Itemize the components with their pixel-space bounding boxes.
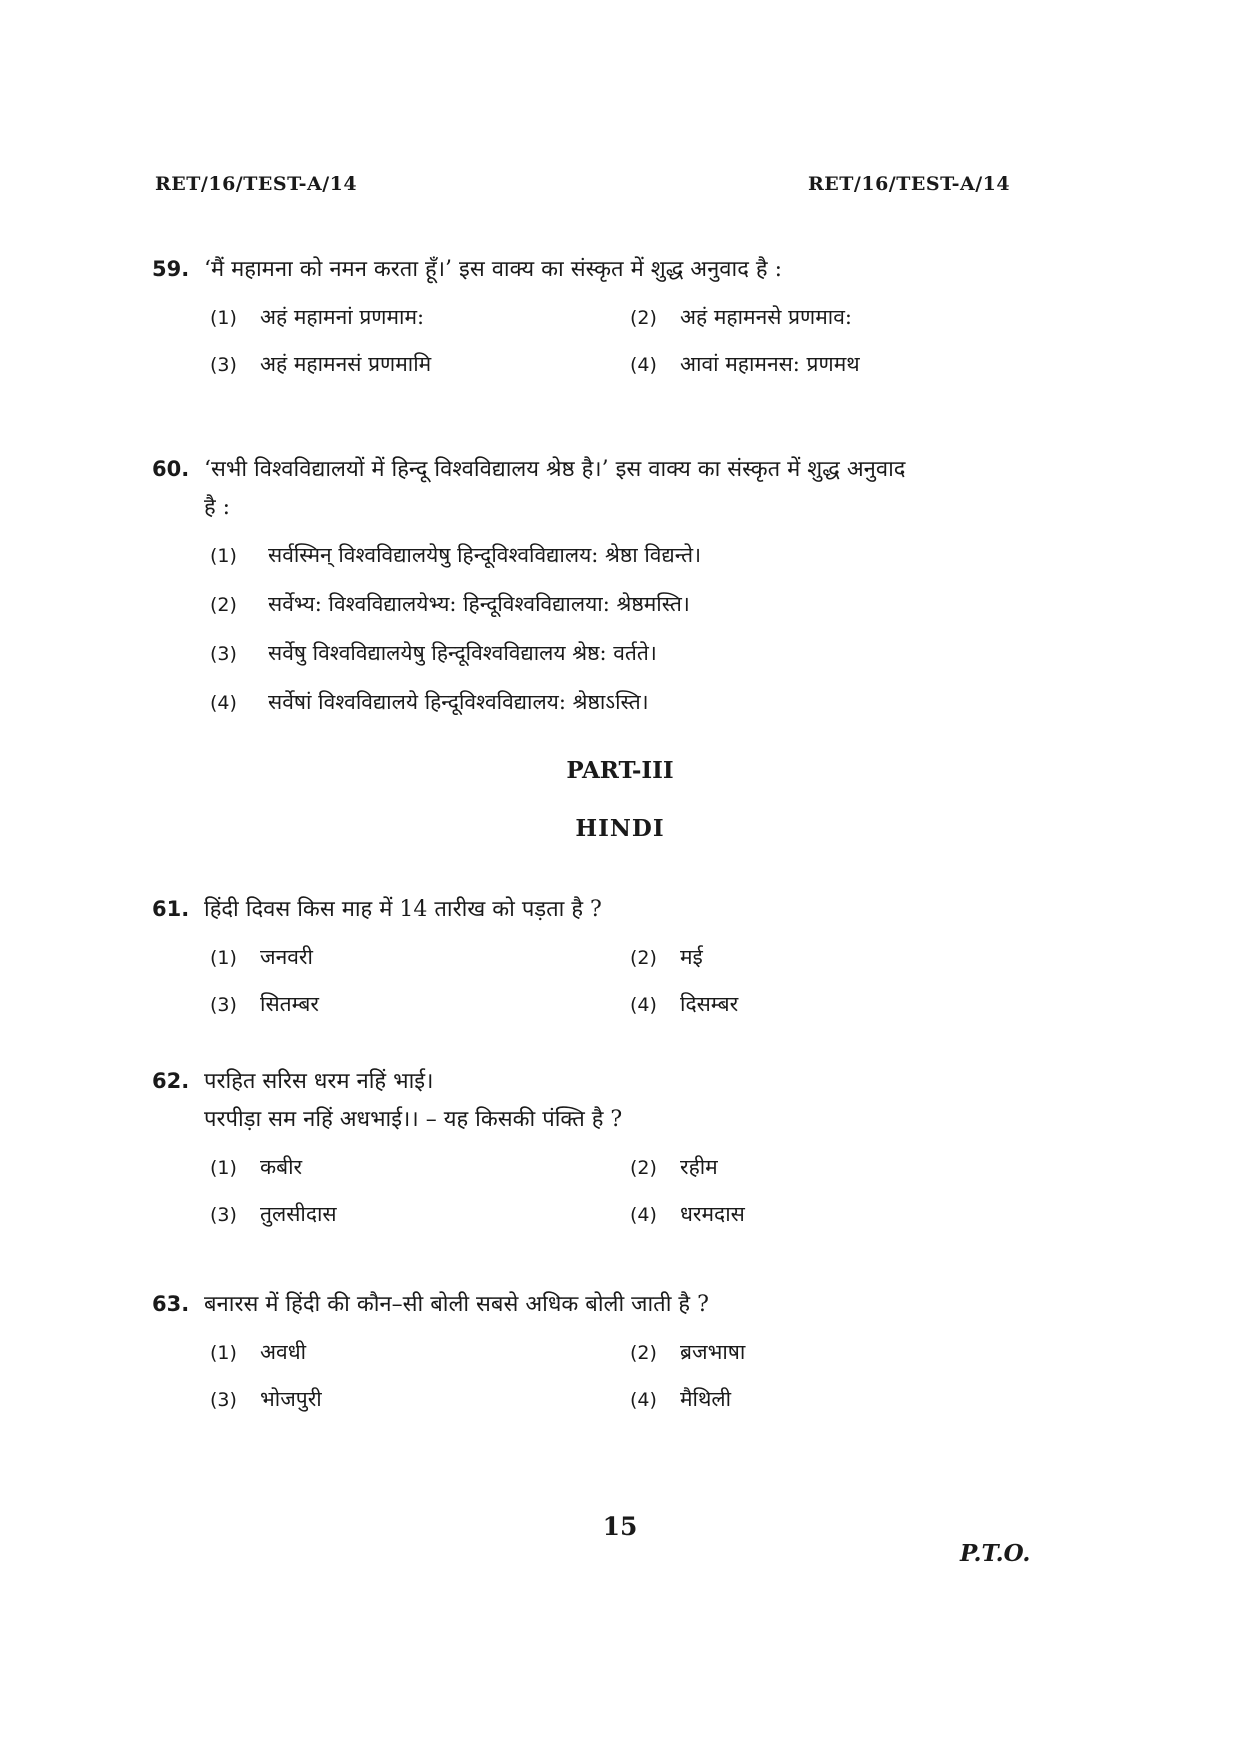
option-1: (1) कबीर	[210, 1155, 303, 1179]
option-4: (4) मैथिली	[630, 1387, 732, 1411]
question-text: हिंदी दिवस किस माह में 14 तारीख को पड़ता है ?	[204, 897, 602, 922]
header-code-left: RET/16/TEST-A/14	[155, 173, 358, 195]
question-text: ‘मैं महामना को नमन करता हूँ।’ इस वाक्य का संस्कृत में शुद्ध अनुवाद है :	[204, 257, 782, 282]
option-1: (1) अवधी	[210, 1340, 307, 1364]
options	[152, 939, 1052, 1023]
question-59	[152, 250, 1052, 383]
options	[152, 1334, 1052, 1418]
header-code-right: RET/16/TEST-A/14	[808, 173, 1011, 195]
question-number: 59.	[152, 257, 190, 281]
option-1: (1) सर्वस्मिन् विश्वविद्यालयेषु हिन्दूविश्वविद्यालय: श्रेष्ठा विद्यन्ते।	[210, 543, 702, 567]
option-2: (2) मई	[630, 945, 703, 969]
part-title: PART-III	[566, 757, 674, 784]
option-3: (3) भोजपुरी	[210, 1387, 322, 1411]
option-4: (4) आवां महामनस: प्रणमथ	[630, 352, 860, 376]
page-number: 15	[602, 1512, 638, 1541]
question-number: 60.	[152, 457, 190, 481]
option-4: (4) सर्वेषां विश्वविद्यालये हिन्दूविश्वविद्यालय: श्रेष्ठाऽस्ति।	[210, 690, 649, 714]
question-61	[152, 890, 1052, 1023]
options	[152, 537, 1052, 721]
question-text: परहित सरिस धरम नहिं भाई।	[204, 1069, 434, 1094]
question-text-continued: है :	[204, 495, 231, 520]
question-number: 62.	[152, 1069, 190, 1093]
option-3: (3) सर्वेषु विश्वविद्यालयेषु हिन्दूविश्वविद्यालय श्रेष्ठ: वर्तते।	[210, 641, 657, 665]
option-1: (1) अहं महामनां प्रणमाम:	[210, 305, 425, 329]
option-2: (2) रहीम	[630, 1155, 718, 1179]
option-1: (1) जनवरी	[210, 945, 313, 969]
question-text: बनारस में हिंदी की कौन–सी बोली सबसे अधिक बोली जाती है ?	[204, 1292, 709, 1317]
question-text: ‘सभी विश्वविद्यालयों में हिन्दू विश्वविद्यालय श्रेष्ठ है।’ इस वाक्य का संस्कृत में शुद्ध अनुवाद	[204, 457, 906, 482]
question-63	[152, 1285, 1052, 1418]
option-3: (3) तुलसीदास	[210, 1202, 337, 1226]
option-2: (2) सर्वेभ्य: विश्वविद्यालयेभ्य: हिन्दूविश्वविद्यालया: श्रेष्ठमस्ति।	[210, 592, 690, 616]
question-number: 61.	[152, 897, 190, 921]
part-subject: HINDI	[575, 815, 665, 842]
option-2: (2) ब्रजभाषा	[630, 1340, 746, 1364]
options	[152, 1149, 1052, 1233]
option-4: (4) दिसम्बर	[630, 992, 739, 1016]
option-4: (4) धरमदास	[630, 1202, 745, 1226]
question-number: 63.	[152, 1292, 190, 1316]
option-3: (3) सितम्बर	[210, 992, 320, 1016]
question-62	[152, 1062, 1052, 1233]
options	[152, 299, 1052, 383]
option-3: (3) अहं महामनसं प्रणमामि	[210, 352, 432, 376]
question-text-continued: परपीड़ा सम नहिं अधभाई।। – यह किसकी पंक्ति है ?	[204, 1107, 623, 1132]
pto-label: P.T.O.	[960, 1540, 1031, 1567]
question-60	[152, 450, 1052, 733]
option-2: (2) अहं महामनसे प्रणमाव:	[630, 305, 852, 329]
